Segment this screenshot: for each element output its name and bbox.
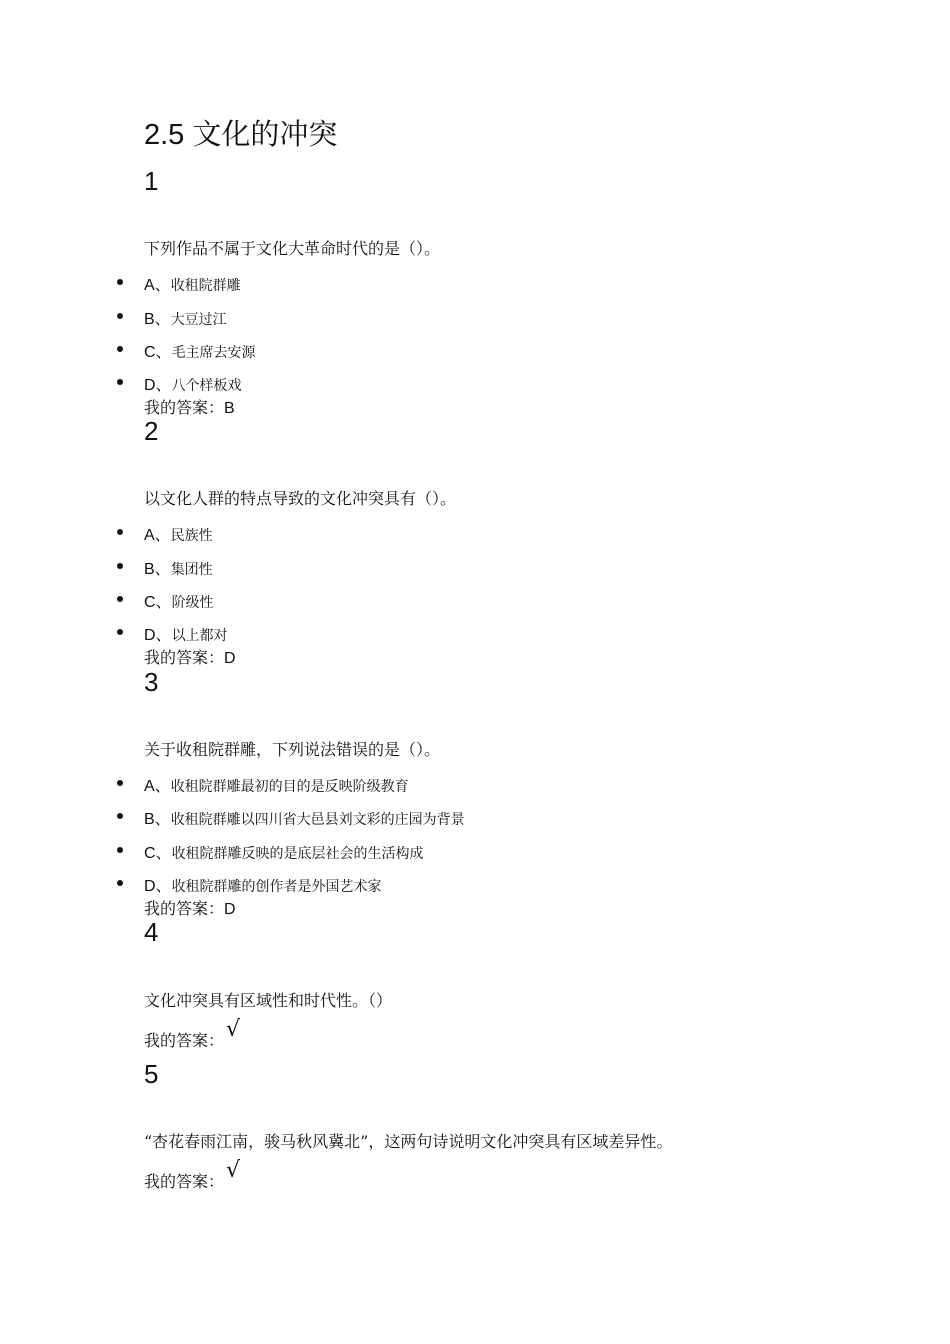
option-text: 收租院群雕以四川省大邑县刘文彩的庄园为背景 [170, 812, 465, 828]
bullet-icon [117, 880, 123, 886]
bullet-icon [117, 596, 123, 602]
question-number: 2 [144, 416, 159, 446]
option-item [144, 873, 382, 893]
option-item [144, 339, 256, 359]
option-text: 民族性 [170, 528, 213, 544]
option-letter: C、 [144, 845, 172, 862]
option-item [144, 306, 227, 326]
option-letter: C、 [144, 344, 172, 361]
bullet-icon [117, 629, 123, 635]
bullet-icon [117, 313, 123, 319]
my-answer [144, 896, 236, 919]
option-text: 以上都对 [171, 628, 228, 644]
option-text: 集团性 [170, 562, 213, 578]
answer-value: D [224, 650, 236, 667]
question-stem: 下列作品不属于文化大革命时代的是（）。 [144, 239, 441, 258]
question-stem: “杏花春雨江南，骏马秋风冀北”，这两句诗说明文化冲突具有区域差异性。 [144, 1132, 673, 1151]
my-answer [144, 1017, 241, 1052]
bullet-icon [117, 847, 123, 853]
option-item [144, 272, 241, 292]
answer-label: 我的答案： [144, 648, 225, 667]
option-letter: C、 [144, 594, 172, 611]
option-text: 毛主席去安源 [171, 345, 256, 361]
option-text: 收租院群雕反映的是底层社会的生活构成 [171, 846, 424, 862]
option-text: 收租院群雕 [170, 278, 241, 294]
question-stem: 以文化人群的特点导致的文化冲突具有（）。 [144, 489, 457, 508]
option-letter: A、 [144, 277, 171, 294]
answer-label: 我的答案： [144, 1031, 225, 1050]
page-title: 2.5 文化的冲突 [144, 119, 338, 151]
question-stem: 关于收租院群雕，下列说法错误的是（）。 [144, 740, 441, 759]
option-item [144, 372, 242, 392]
question-number: 5 [144, 1059, 159, 1089]
option-letter: A、 [144, 527, 171, 544]
option-item [144, 622, 228, 642]
option-text: 八个样板戏 [171, 378, 242, 394]
question-number: 1 [144, 166, 159, 196]
option-text: 阶级性 [171, 595, 214, 611]
bullet-icon [117, 563, 123, 569]
option-item [144, 773, 409, 793]
bullet-icon [117, 529, 123, 535]
answer-value: B [224, 400, 235, 417]
option-letter: D、 [144, 627, 172, 644]
answer-label: 我的答案： [144, 398, 225, 417]
my-answer [144, 395, 235, 418]
option-item [144, 522, 213, 542]
my-answer [144, 645, 236, 668]
option-letter: B、 [144, 561, 171, 578]
bullet-icon [117, 279, 123, 285]
check-mark: √ [226, 1017, 241, 1042]
option-item [144, 589, 214, 609]
option-item [144, 840, 424, 860]
option-letter: B、 [144, 811, 171, 828]
question-stem: 文化冲突具有区域性和时代性。（） [144, 991, 393, 1010]
bullet-icon [117, 813, 123, 819]
answer-label: 我的答案： [144, 899, 225, 918]
question-number: 4 [144, 917, 159, 947]
my-answer [144, 1158, 241, 1193]
option-letter: D、 [144, 377, 172, 394]
option-item [144, 806, 465, 826]
answer-label: 我的答案： [144, 1172, 225, 1191]
bullet-icon [117, 346, 123, 352]
answer-value: D [224, 901, 236, 918]
question-number: 3 [144, 667, 159, 697]
bullet-icon [117, 780, 123, 786]
option-text: 大豆过江 [170, 312, 227, 328]
option-letter: D、 [144, 878, 172, 895]
option-text: 收租院群雕最初的目的是反映阶级教育 [170, 779, 409, 795]
option-letter: A、 [144, 778, 171, 795]
option-text: 收租院群雕的创作者是外国艺术家 [171, 879, 382, 895]
option-item [144, 556, 213, 576]
bullet-icon [117, 379, 123, 385]
check-mark: √ [226, 1158, 241, 1183]
option-letter: B、 [144, 311, 171, 328]
